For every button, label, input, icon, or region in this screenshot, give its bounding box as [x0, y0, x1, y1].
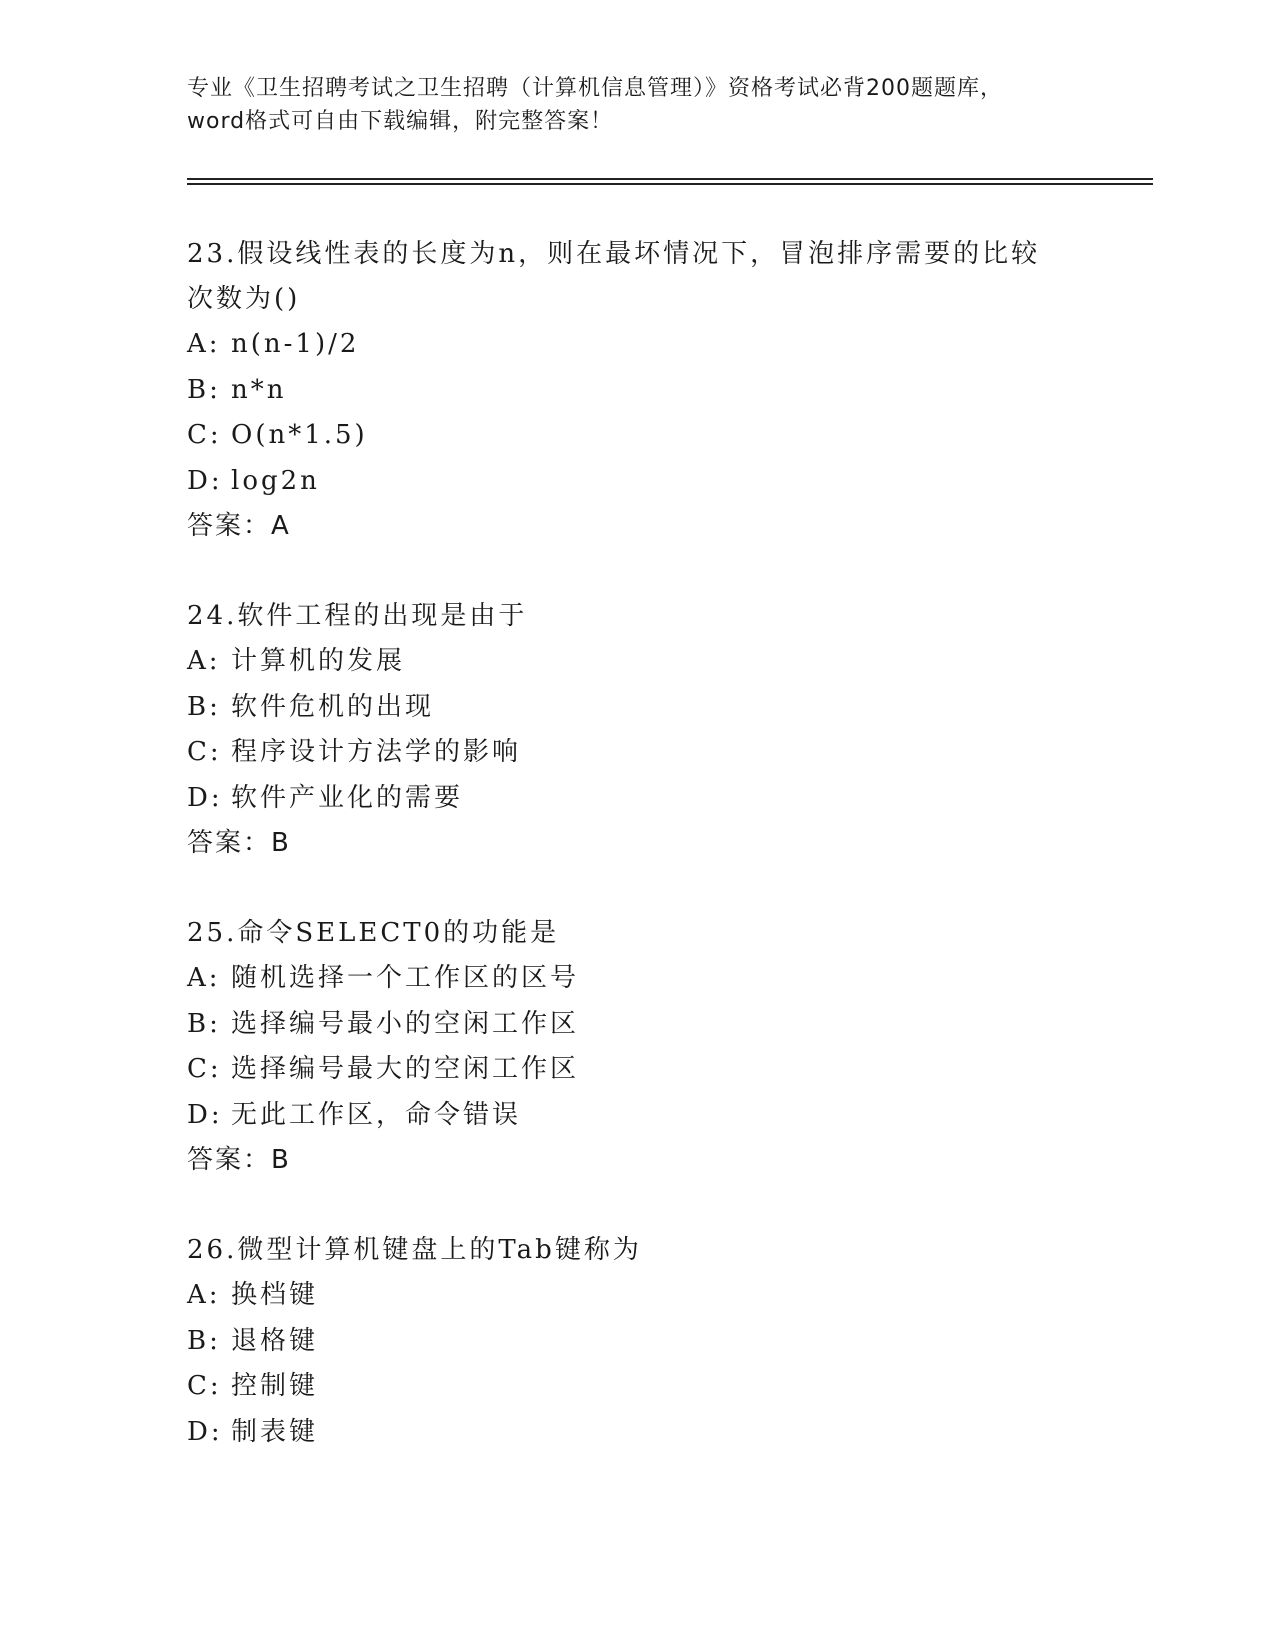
option-c	[187, 1364, 1087, 1410]
option-letter: C:	[187, 1371, 222, 1401]
question-23	[187, 232, 1087, 549]
header-line-1: 专业《卫生招聘考试之卫生招聘（计算机信息管理）》资格考试必背200题题库，	[187, 76, 1003, 101]
option-a	[187, 956, 1087, 1002]
answer: 答案：A	[187, 511, 291, 541]
question-26	[187, 1228, 1087, 1455]
question-stem: 23.假设线性表的长度为n，则在最坏情况下，冒泡排序需要的比较次数为()	[187, 239, 1041, 314]
option-text: 选择编号最小的空闲工作区	[231, 1008, 580, 1039]
option-letter: D:	[187, 1099, 223, 1130]
option-letter: D:	[187, 1416, 223, 1447]
question-stem: 26.微型计算机键盘上的Tab键称为	[187, 1235, 642, 1265]
option-text: 制表键	[231, 1416, 319, 1447]
document-header	[187, 72, 1087, 138]
option-text: 无此工作区，命令错误	[231, 1099, 522, 1130]
option-text: 软件产业化的需要	[231, 782, 464, 813]
option-letter: A:	[187, 963, 221, 993]
header-line-2: word格式可自由下载编辑，附完整答案！	[187, 109, 614, 134]
question-25	[187, 911, 1087, 1183]
option-a	[187, 1273, 1087, 1319]
option-c	[187, 413, 1087, 459]
option-d	[187, 1410, 1087, 1456]
option-letter: A:	[187, 646, 221, 676]
question-stem: 25.命令SELECT0的功能是	[187, 918, 560, 948]
option-text: n*n	[231, 374, 287, 405]
option-letter: D:	[187, 782, 223, 813]
option-letter: A:	[187, 1280, 221, 1310]
option-c	[187, 730, 1087, 776]
option-a	[187, 322, 1087, 368]
option-text: O(n*1.5)	[231, 420, 368, 450]
option-letter: D:	[187, 465, 223, 496]
option-c	[187, 1047, 1087, 1093]
option-d	[187, 459, 1087, 505]
option-text: 退格键	[231, 1325, 319, 1356]
option-b	[187, 685, 1087, 731]
option-text: 计算机的发展	[231, 646, 406, 676]
option-letter: B:	[187, 1008, 221, 1039]
option-b	[187, 368, 1087, 414]
option-b	[187, 1002, 1087, 1048]
question-list	[187, 232, 1087, 1500]
option-text: log2n	[231, 465, 320, 496]
option-letter: B:	[187, 1325, 221, 1356]
option-text: 软件危机的出现	[231, 691, 435, 722]
option-letter: B:	[187, 691, 221, 722]
option-letter: A:	[187, 329, 221, 359]
option-letter: C:	[187, 1054, 222, 1084]
option-a	[187, 639, 1087, 685]
header-divider-top	[187, 178, 1153, 180]
option-b	[187, 1319, 1087, 1365]
question-stem: 24.软件工程的出现是由于	[187, 601, 528, 631]
option-letter: C:	[187, 737, 222, 767]
header-divider-bottom	[187, 183, 1153, 185]
option-text: 控制键	[231, 1371, 319, 1401]
answer: 答案：B	[187, 828, 291, 858]
question-24	[187, 594, 1087, 866]
option-text: 选择编号最大的空闲工作区	[231, 1054, 580, 1084]
option-d	[187, 1093, 1087, 1139]
option-letter: B:	[187, 374, 221, 405]
answer: 答案：B	[187, 1145, 291, 1175]
option-text: 换档键	[231, 1280, 319, 1310]
option-text: n(n-1)/2	[231, 329, 360, 359]
option-letter: C:	[187, 420, 222, 450]
option-d	[187, 776, 1087, 822]
option-text: 随机选择一个工作区的区号	[231, 963, 580, 993]
option-text: 程序设计方法学的影响	[231, 737, 522, 767]
